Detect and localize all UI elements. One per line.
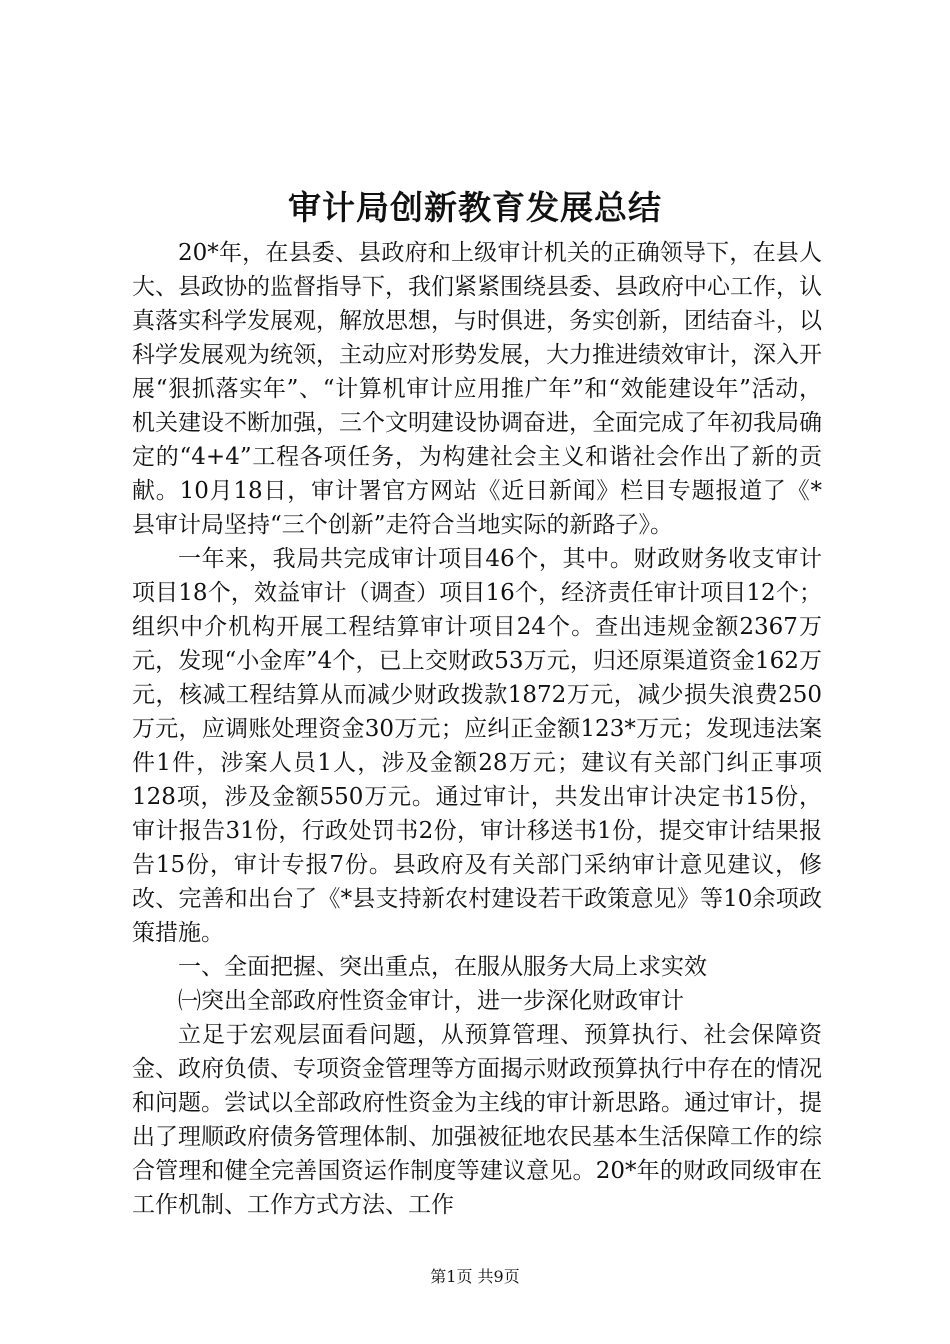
page-number-footer: 第1页 共9页: [430, 1267, 520, 1286]
paragraph-summary: 一年来，我局共完成审计项目46个，其中。财政财务收支审计项目18个，效益审计（调查）项目16个，经济责任审计项目12个；组织中介机构开展工程结算审计项目24个。查出违规金额2367万元，发现“小金库”4个，已上交财政53万元，归还原渠道资金162万元，核减工程结算从而减少财政拨款1872万元，减少损失浪费250万元，应调账处理资金30万元；应纠正金额123*万元；发现违法案件1件，涉案人员1人，涉及金额28万元；建议有关部门纠正事项128项，涉及金额550万元。通过审计，共发出审计决定书15份，审计报告31份，行政处罚书2份，审计移送书1份，提交审计结果报告15份，审计专报7份。县政府及有关部门采纳审计意见建议，修改、完善和出台了《*县支持新农村建设若干政策意见》等10余项政策措施。: [132, 546, 822, 946]
section-heading-1: 一、全面把握、突出重点，在服从服务大局上求实效: [178, 954, 707, 980]
document-title: 审计局创新教育发展总结: [288, 188, 662, 227]
subsection-heading-1: ㈠突出全部政府性资金审计，进一步深化财政审计: [178, 988, 684, 1014]
paragraph-fiscal-audit: 立足于宏观层面看问题，从预算管理、预算执行、社会保障资金、政府负债、专项资金管理等方面揭示财政预算执行中存在的情况和问题。尝试以全部政府性资金为主线的审计新思路。通过审计，提出了理顺政府债务管理体制、加强被征地农民基本生活保障工作的综合管理和健全完善国资运作制度等建议意见。20*年的财政同级审在工作机制、工作方式方法、工作: [132, 1022, 822, 1218]
paragraph-intro: 20*年，在县委、县政府和上级审计机关的正确领导下，在县人大、县政协的监督指导下，我们紧紧围绕县委、县政府中心工作，认真落实科学发展观，解放思想，与时俱进，务实创新，团结奋斗，以科学发展观为统领，主动应对形势发展，大力推进绩效审计，深入开展“狠抓落实年”、“计算机审计应用推广年”和“效能建设年”活动，机关建设不断加强，三个文明建设协调奋进，全面完成了年初我局确定的“4+4”工程各项任务，为构建社会主义和谐社会作出了新的贡献。10月18日，审计署官方网站《近日新闻》栏目专题报道了《*县审计局坚持“三个创新”走符合当地实际的新路子》。: [132, 240, 822, 538]
document-body: [132, 236, 822, 1222]
